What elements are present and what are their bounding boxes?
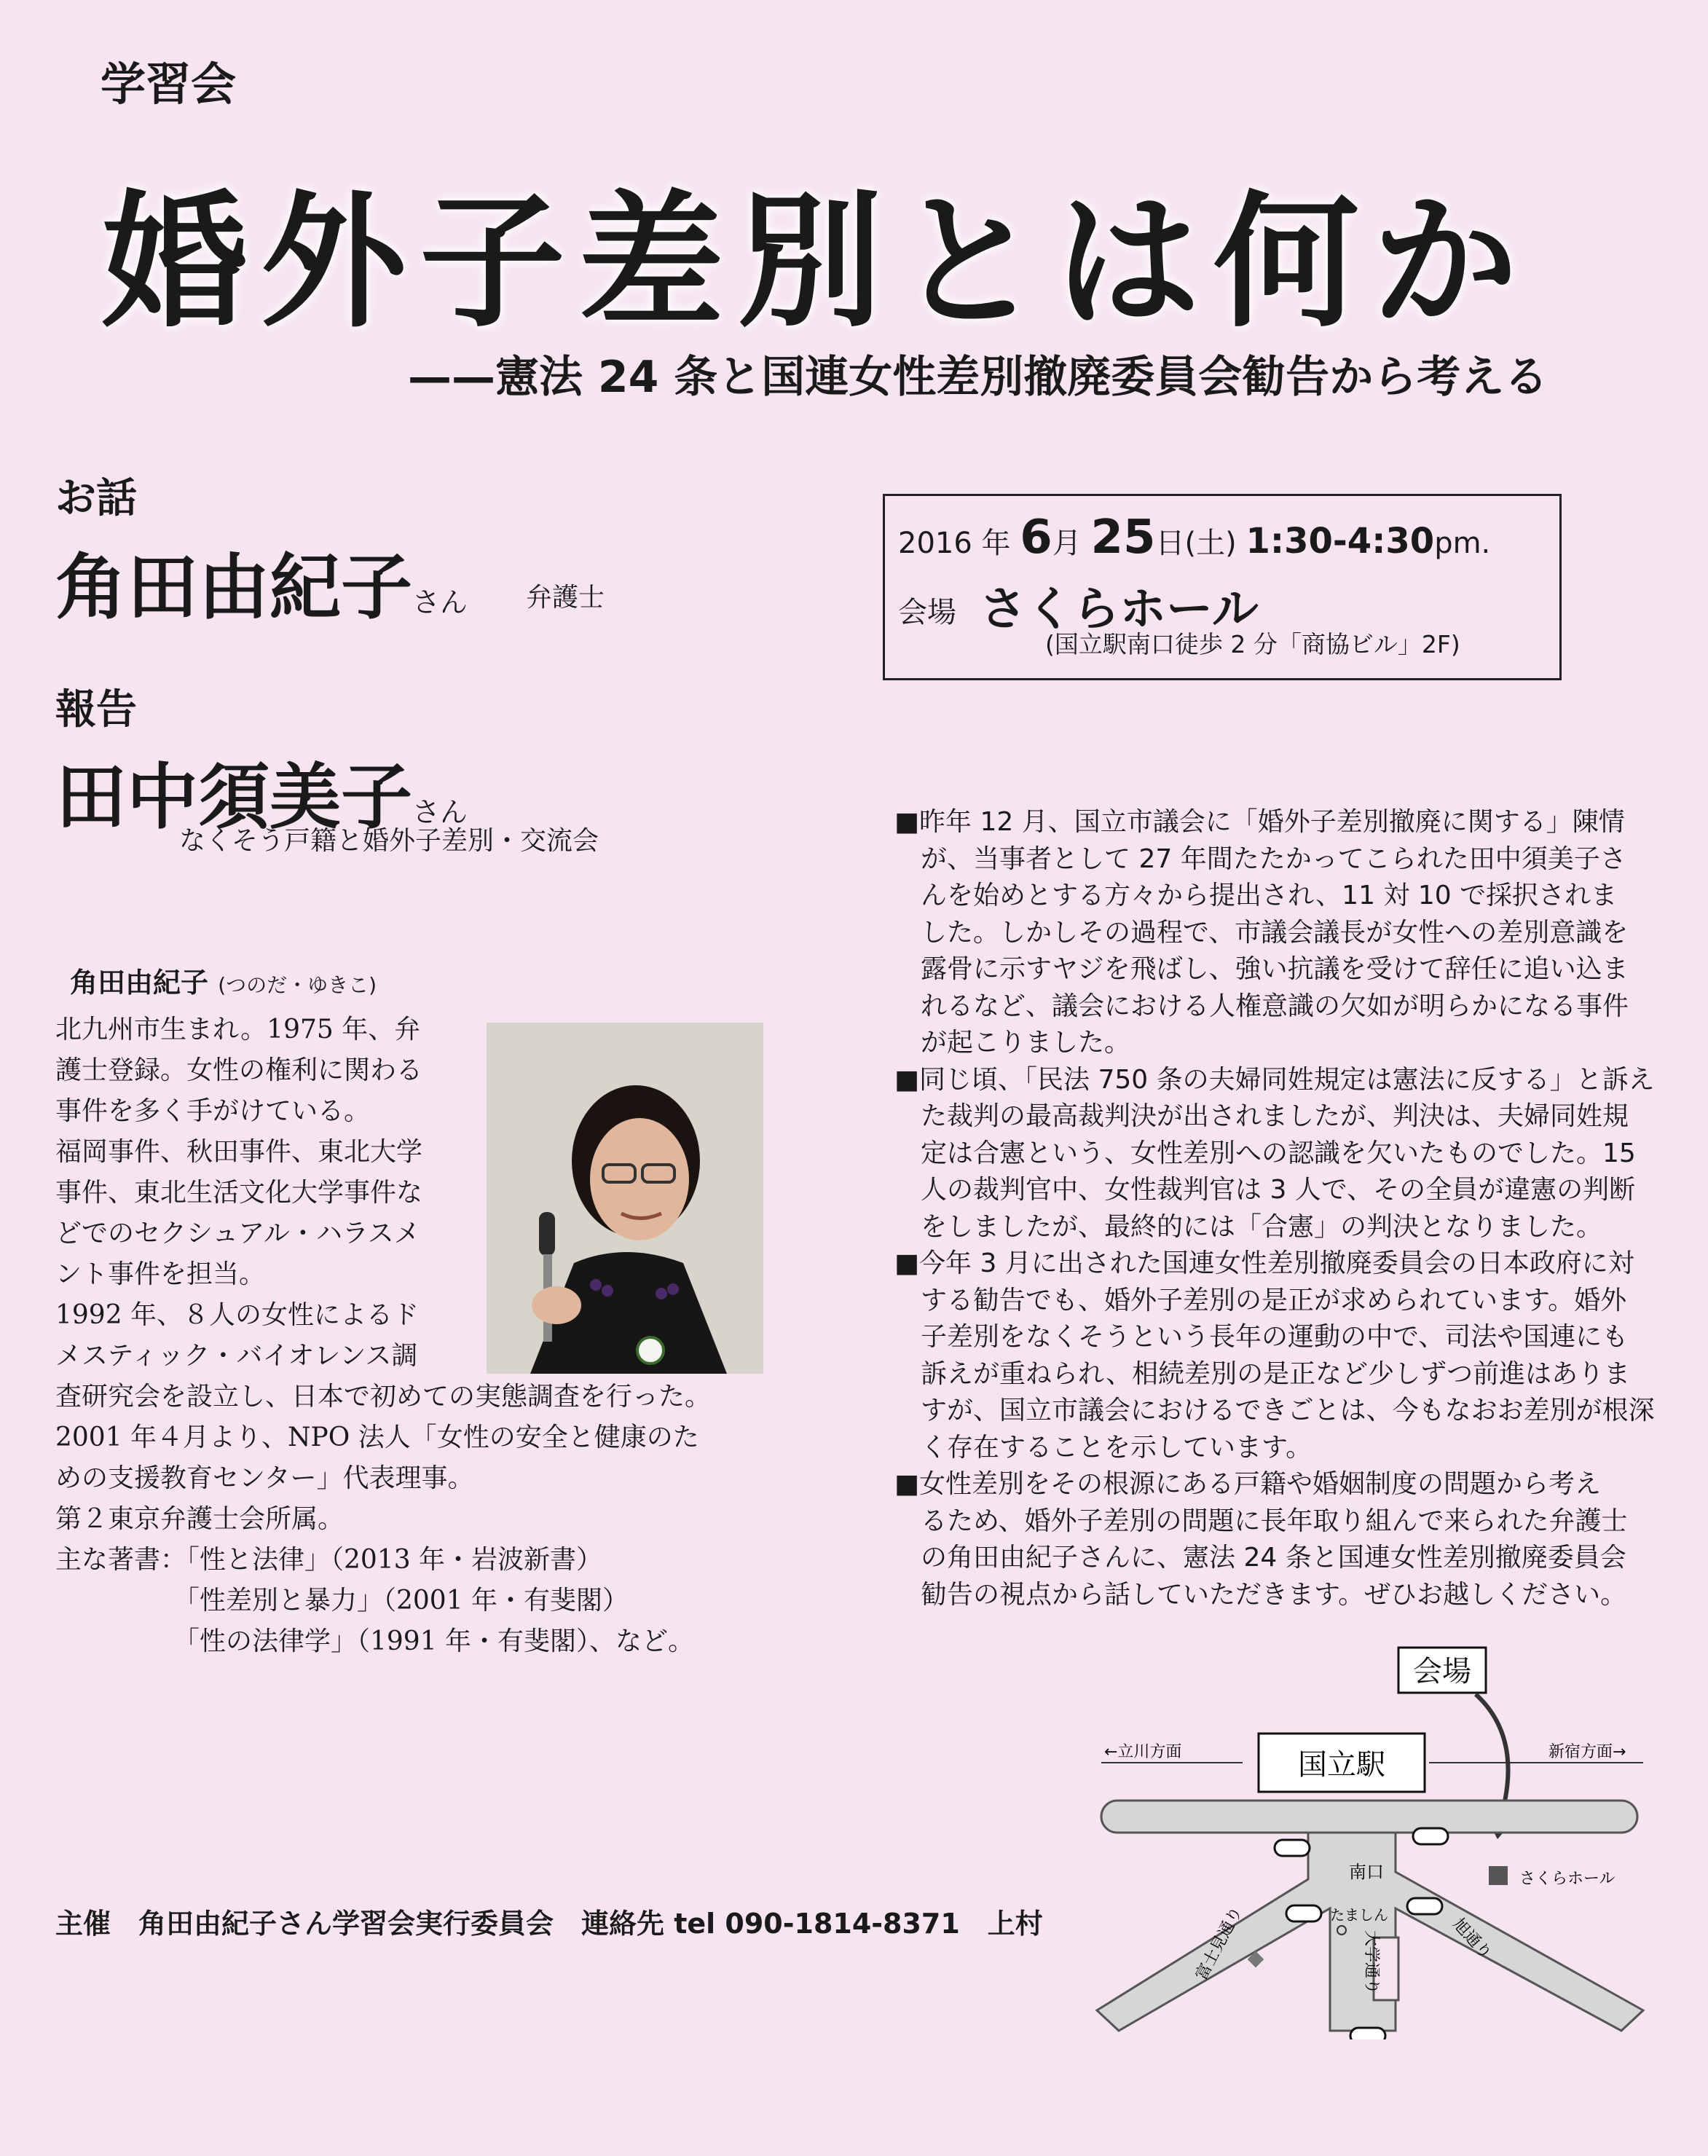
event-weekday: (土) (1184, 527, 1237, 560)
event-month-label: 月 (1052, 527, 1082, 560)
speaker-name: 角田由紀子 (55, 546, 413, 629)
bio-heading (70, 960, 377, 1000)
bio-line: 第２東京弁護士会所属。 (55, 1504, 345, 1534)
hall-label: さくらホール (1519, 1870, 1615, 1888)
bio-line: 北九州市生まれ。1975 年、弁 (55, 1015, 421, 1044)
body-line: た裁判の最高裁判決が出されましたが、判決は、夫婦同姓規 (894, 1101, 1629, 1131)
left-direction: ←立川方面 (1104, 1743, 1182, 1761)
bio-line: メスティック・バイオレンス調 (55, 1341, 418, 1371)
asahi-dori-label: 旭通り (1449, 1915, 1495, 1964)
body-line: すが、国立市議会におけるできごとは、今もなおお差別が根深 (894, 1396, 1655, 1425)
body-line: 人の裁判官中、女性裁判官は 3 人で、その全員が違憲の判断 (894, 1175, 1636, 1205)
reporter-affiliation: なくそう戸籍と婚外子差別・交流会 (179, 826, 599, 856)
reporter-role: 報告 (55, 686, 137, 733)
body-line: 定は合憲という、女性差別への認識を欠いたものでした。15 (894, 1138, 1636, 1168)
body-line: れるなど、議会における人権意識の欠如が明らかになる事件 (894, 991, 1629, 1021)
speaker-block (55, 530, 468, 633)
page-title: 婚外子差別とは何か (102, 178, 1532, 347)
bio-line: 「性差別と暴力」（2001 年・有斐閣） (55, 1586, 629, 1616)
body-line: ■昨年 12 月、国立市議会に「婚外子差別撤廃に関する」陳情 (894, 807, 1625, 837)
reporter-name: 田中須美子 (55, 756, 413, 839)
body-line: した。しかしその過程で、市議会議長が女性への差別意識を (894, 917, 1629, 948)
sponsor-line: 主催 角田由紀子さん学習会実行委員会 連絡先 tel 090-1814-8371 上村 (55, 1908, 1043, 1940)
bio-line: 福岡事件、秋田事件、東北大学 (55, 1137, 423, 1167)
tamashin-label: たましん (1330, 1906, 1388, 1924)
bio-name: 角田由紀子 (70, 967, 209, 999)
bio-reading: (つのだ・ゆきこ) (218, 973, 377, 997)
venue-access: (国立駅南口徒歩 2 分「商協ビル」2F) (1045, 630, 1460, 658)
right-direction: 新宿方面→ (1548, 1743, 1626, 1761)
event-year: 2016 年 (898, 527, 1011, 560)
body-line: 訴えが重ねられ、相続差別の是正など少しずつ前進はありま (894, 1358, 1631, 1389)
body-line: く存在することを示しています。 (894, 1432, 1313, 1463)
bio-line: 主な著書：「性と法律」（2013 年・岩波新書） (55, 1545, 603, 1575)
bio-line: めの支援教育センター」代表理事。 (55, 1463, 474, 1493)
body-line: 子差別をなくそうという長年の運動の中で、司法や国連にも (894, 1322, 1629, 1352)
bio-line: 1992 年、８人の女性によるド (55, 1300, 420, 1330)
sakura-hall-marker (1489, 1866, 1508, 1885)
bio-line: 護士登録。女性の権利に関わる (55, 1055, 423, 1085)
body-line: んを始めとする方々から提出され、11 対 10 で採択されま (894, 881, 1618, 910)
body-line: をしましたが、最終的には「合憲」の判決となりました。 (894, 1211, 1603, 1242)
bio-line: 「性の法律学」（1991 年・有斐閣）、など。 (55, 1626, 695, 1656)
bio-line: 2001 年４月より、NPO 法人「女性の安全と健康のた (55, 1423, 699, 1452)
south-exit-label: 南口 (1349, 1862, 1384, 1882)
fujimi-dori-label: 富士見通り (1192, 1903, 1246, 1983)
page-subtitle: ——憲法 24 条と国連女性差別撤廃委員会勧告から考える (408, 352, 1548, 403)
venue-label: 会場 (898, 596, 956, 629)
body-line: 露骨に示すヤジを飛ばし、強い抗議を受けて辞任に追い込ま (894, 954, 1629, 984)
event-info-box (883, 494, 1562, 680)
speaker-title: 弁護士 (526, 583, 605, 613)
speaker-photo (487, 1023, 763, 1374)
bio-line: どでのセクシュアル・ハラスメ (55, 1219, 420, 1248)
event-date (898, 511, 1490, 564)
venue-name: さくらホール (980, 583, 1259, 637)
event-day: 25 (1090, 511, 1156, 564)
daigaku-dori-label: 大学通り (1362, 1930, 1380, 1995)
speaker-honorific: さん (412, 586, 468, 618)
event-time-suffix: pm. (1434, 527, 1491, 560)
body-line: ■今年 3 月に出された国連女性差別撤廃委員会の日本政府に対 (894, 1248, 1634, 1278)
body-line: の角田由紀子さんに、憲法 24 条と国連女性差別撤廃委員会 (894, 1543, 1626, 1573)
station-name: 国立駅 (1298, 1748, 1385, 1782)
venue-map (1090, 1632, 1650, 2039)
event-kicker: 学習会 (101, 58, 237, 111)
body-line: する勧告でも、婚外子差別の是正が求められています。婚外 (894, 1285, 1627, 1315)
body-line: が起こりました。 (894, 1028, 1131, 1058)
bio-line: 査研究会を設立し、日本で初めての実態調査を行った。 (55, 1382, 712, 1412)
speaker-role: お話 (55, 475, 137, 522)
body-line: が、当事者として 27 年間たたかってこられた田中須美子さ (894, 843, 1626, 874)
body-line: ■女性差別をその根源にある戸籍や婚姻制度の問題から考え (894, 1469, 1602, 1499)
body-line: ■同じ頃、「民法 750 条の夫婦同姓規定は憲法に反する」と訴え (894, 1064, 1655, 1095)
reporter-honorific: さん (412, 796, 468, 828)
bio-line: 事件を多く手がけている。 (55, 1096, 371, 1126)
bio-line: 事件、東北生活文化大学事件な (55, 1178, 423, 1208)
event-day-label: 日 (1155, 527, 1185, 560)
event-month: 6 (1020, 511, 1052, 564)
venue-callout: 会場 (1413, 1655, 1471, 1688)
body-line: るため、婚外子差別の問題に長年取り組んで来られた弁護士 (894, 1506, 1628, 1536)
bio-line: ント事件を担当。 (55, 1259, 266, 1289)
body-line: 勧告の視点から話していただきます。ぜひお越しください。 (894, 1579, 1627, 1610)
event-time: 1:30-4:30 (1245, 521, 1435, 562)
